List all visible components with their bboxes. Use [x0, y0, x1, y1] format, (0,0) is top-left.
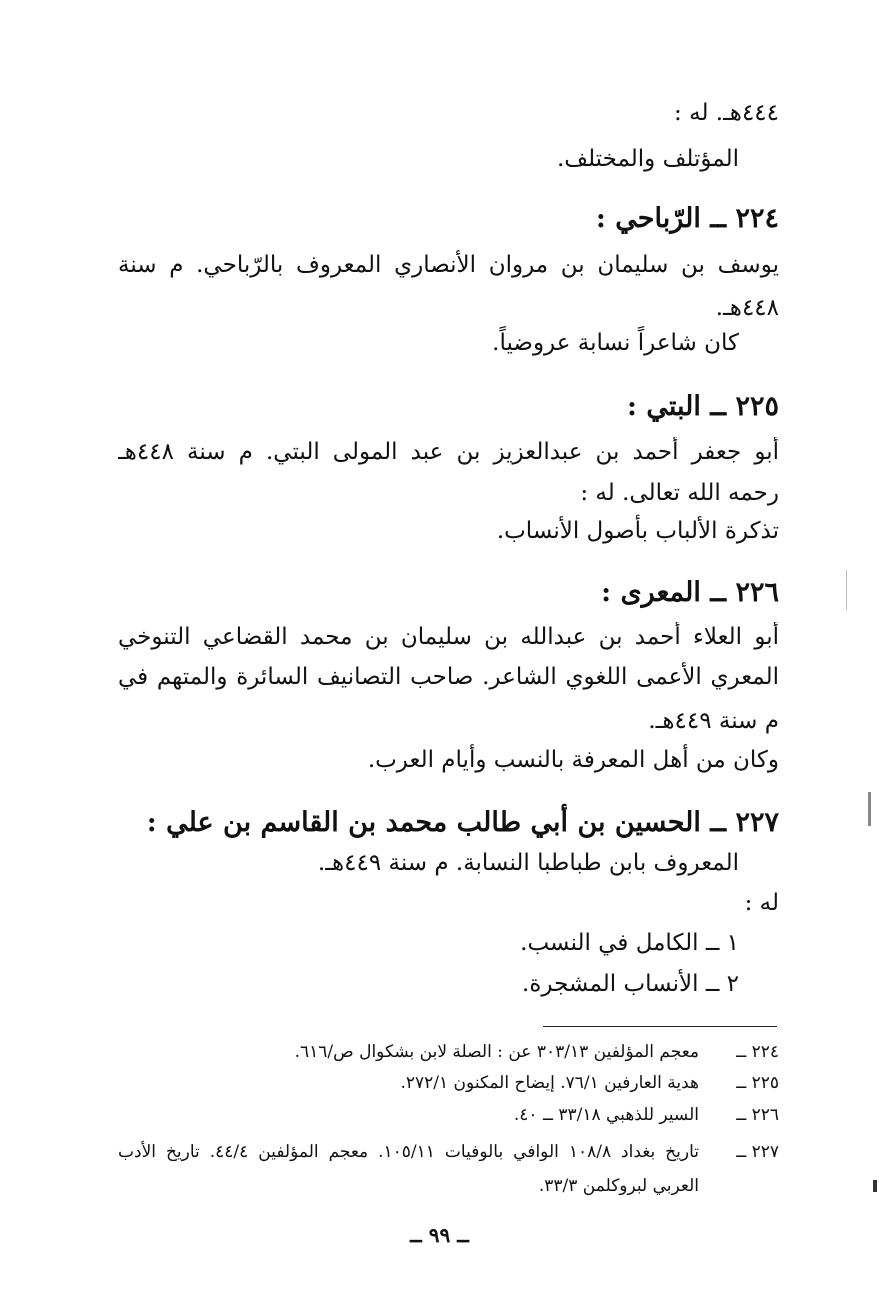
- text-line: م سنة ٤٤٩هـ.: [648, 708, 779, 734]
- text-line: له :: [744, 890, 779, 916]
- footnote-text: معجم المؤلفين ٣٠٣/١٣ عن : الصلة لابن بشكوال ص/٦١٦.: [294, 1042, 699, 1062]
- scan-mark: [873, 1180, 877, 1192]
- list-item: ٢ ــ الأنساب المشجرة.: [522, 971, 739, 997]
- footnote-number: ٢٢٦ ــ: [736, 1105, 779, 1125]
- scan-mark: [868, 792, 871, 826]
- entry-heading-225: ٢٢٥ ــ البتي :: [626, 391, 779, 422]
- text-line: أبو جعفر أحمد بن عبدالعزيز بن عبد المولى البتي. م سنة ٤٤٨هـ: [118, 439, 779, 465]
- footnote-text: هدية العارفين ٧٦/١. إيضاح المكنون ٢٧٢/١.: [400, 1073, 699, 1093]
- text-line: يوسف بن سليمان بن مروان الأنصاري المعروف بالرّباحي. م سنة: [118, 252, 779, 278]
- footnote-number: ٢٢٧ ــ: [736, 1142, 779, 1162]
- footnote-text: تاريخ بغداد ١٠٨/٨ الوافي بالوفيات ١٠٥/١١. معجم المؤلفين ٤٤/٤. تاريخ الأدب: [118, 1142, 699, 1162]
- text-line: المؤتلف والمختلف.: [556, 146, 739, 172]
- text-line: ٤٤٨هـ.: [715, 295, 779, 321]
- text-line: ٤٤٤هـ. له :: [674, 100, 779, 126]
- text-line: أبو العلاء أحمد بن عبدالله بن سليمان بن محمد القضاعي التنوخي: [118, 624, 779, 650]
- entry-heading-224: ٢٢٤ ــ الرّباحي :: [595, 203, 779, 234]
- entry-heading-227: ٢٢٧ ــ الحسين بن أبي طالب محمد بن القاسم بن علي :: [146, 807, 779, 838]
- entry-heading-226: ٢٢٦ ــ المعرى :: [601, 577, 779, 608]
- page-number: ــ ٩٩ ــ: [410, 1223, 469, 1247]
- footnote-text: السير للذهبي ٣٣/١٨ ــ ٤٠.: [513, 1105, 699, 1125]
- text-line: وكان من أهل المعرفة بالنسب وأيام العرب.: [367, 747, 779, 773]
- text-line: تذكرة الألباب بأصول الأنساب.: [496, 518, 779, 544]
- text-line: المعري الأعمى اللغوي الشاعر. صاحب التصانيف السائرة والمتهم في: [118, 664, 779, 690]
- list-item: ١ ــ الكامل في النسب.: [520, 930, 739, 956]
- text-line: كان شاعراً نسابة عروضياً.: [492, 330, 739, 356]
- scan-mark: [846, 570, 847, 610]
- footnote-divider: [543, 1026, 777, 1027]
- footnote-number: ٢٢٤ ــ: [736, 1042, 779, 1062]
- footnote-text-continued: العربي لبروكلمن ٣٣/٣.: [538, 1176, 699, 1196]
- text-line: رحمه الله تعالى. له :: [580, 480, 779, 506]
- text-line: المعروف بابن طباطبا النسابة. م سنة ٤٤٩هـ.: [317, 850, 739, 876]
- footnote-number: ٢٢٥ ــ: [736, 1073, 779, 1093]
